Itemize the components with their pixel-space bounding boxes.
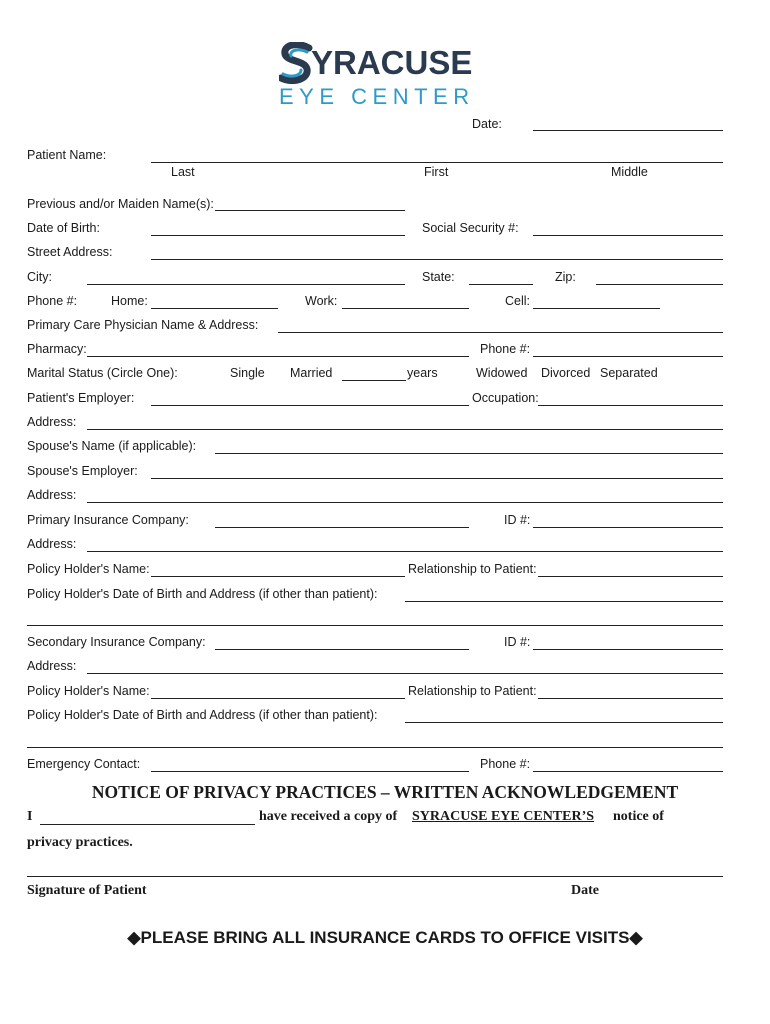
home-label: Home: [111,294,148,308]
pharmacy-phone-label: Phone #: [480,342,531,356]
insurance-cards-reminder: ◆PLEASE BRING ALL INSURANCE CARDS TO OFFICE VISITS◆ [127,928,643,947]
spouse-address-label: Address: [27,488,77,502]
primary-relationship-label: Relationship to Patient: [408,562,537,576]
date-field[interactable] [533,130,723,131]
dob-field[interactable] [151,235,405,236]
street-field[interactable] [151,259,723,260]
acknowledgement-privacy-practices: privacy practices. [27,835,133,850]
marital-married-option[interactable]: Married [290,366,333,380]
acknowledgement-center-name: SYRACUSE EYE CENTER’S [412,809,595,824]
zip-field[interactable] [596,284,723,285]
state-field[interactable] [469,284,533,285]
secondary-holder-name-label: Policy Holder's Name: [27,684,150,698]
cell-phone-field[interactable] [533,308,660,309]
secondary-relationship-label: Relationship to Patient: [408,684,537,698]
cell-label: Cell: [505,294,531,308]
primary-holder-dob-field-2[interactable] [27,625,723,626]
occupation-label: Occupation: [472,391,539,405]
emergency-phone-field[interactable] [533,771,723,772]
secondary-relationship-field[interactable] [538,698,723,699]
middle-name-caption: Middle [611,165,648,179]
primary-id-field[interactable] [533,527,723,528]
employer-label: Patient's Employer: [27,391,135,405]
primary-insurance-address-field[interactable] [87,551,723,552]
marital-divorced-option[interactable]: Divorced [541,366,591,380]
marital-status-label: Marital Status (Circle One): [27,366,178,380]
city-label: City: [27,270,52,284]
years-label: years [407,366,438,380]
zip-label: Zip: [555,270,576,284]
signature-date-label: Date [571,883,599,898]
employer-field[interactable] [151,405,469,406]
dob-label: Date of Birth: [27,221,100,235]
date-label: Date: [472,117,502,131]
logo-wordmark: YRACUSE [311,44,473,81]
primary-holder-name-field[interactable] [151,576,405,577]
previous-names-label: Previous and/or Maiden Name(s): [27,197,214,211]
primary-holder-dob-label: Policy Holder's Date of Birth and Address (if other than patient): [27,587,378,601]
primary-id-label: ID #: [504,513,531,527]
pcp-label: Primary Care Physician Name & Address: [27,318,259,332]
swoosh-s-logo-icon [279,42,313,84]
patient-name-label: Patient Name: [27,148,107,162]
secondary-holder-dob-field[interactable] [405,722,723,723]
secondary-holder-name-field[interactable] [151,698,405,699]
emergency-contact-field[interactable] [151,771,469,772]
primary-insurance-field[interactable] [215,527,469,528]
pharmacy-label: Pharmacy: [27,342,87,356]
last-name-caption: Last [171,165,195,179]
occupation-field[interactable] [538,405,723,406]
primary-relationship-field[interactable] [538,576,723,577]
marital-widowed-option[interactable]: Widowed [476,366,528,380]
home-phone-field[interactable] [151,308,278,309]
acknowledgement-notice-of: notice of [613,809,664,824]
work-label: Work: [305,294,338,308]
secondary-holder-dob-label: Policy Holder's Date of Birth and Address (if other than patient): [27,708,378,722]
emergency-contact-label: Emergency Contact: [27,757,141,771]
employer-address-label: Address: [27,415,77,429]
acknowledgement-name-field[interactable] [40,824,255,825]
marital-single-option[interactable]: Single [230,366,265,380]
secondary-insurance-field[interactable] [215,649,469,650]
primary-insurance-address-label: Address: [27,537,77,551]
state-label: State: [422,270,455,284]
secondary-insurance-label: Secondary Insurance Company: [27,635,206,649]
secondary-insurance-address-label: Address: [27,659,77,673]
patient-name-field[interactable] [151,162,723,163]
acknowledgement-i: I [27,809,33,824]
spouse-employer-field[interactable] [151,478,723,479]
primary-holder-dob-field[interactable] [405,601,723,602]
employer-address-field[interactable] [87,429,723,430]
signature-label: Signature of Patient [27,883,147,898]
spouse-name-label: Spouse's Name (if applicable): [27,439,197,453]
secondary-id-label: ID #: [504,635,531,649]
work-phone-field[interactable] [342,308,469,309]
pharmacy-phone-field[interactable] [533,356,723,357]
pharmacy-field[interactable] [87,356,469,357]
emergency-phone-label: Phone #: [480,757,531,771]
spouse-name-field[interactable] [215,453,723,454]
privacy-notice-title: NOTICE OF PRIVACY PRACTICES – WRITTEN ACKNOWLEDGEMENT [91,782,679,802]
secondary-id-field[interactable] [533,649,723,650]
ssn-label: Social Security #: [422,221,519,235]
marital-separated-option[interactable]: Separated [600,366,658,380]
street-label: Street Address: [27,245,113,259]
ssn-field[interactable] [533,235,723,236]
signature-field[interactable] [27,876,723,877]
acknowledgement-received-text: have received a copy of [259,809,398,824]
primary-insurance-label: Primary Insurance Company: [27,513,189,527]
married-years-field[interactable] [342,380,406,381]
secondary-insurance-address-field[interactable] [87,673,723,674]
spouse-address-field[interactable] [87,502,723,503]
phone-label: Phone #: [27,294,78,308]
previous-names-field[interactable] [215,210,405,211]
primary-holder-name-label: Policy Holder's Name: [27,562,150,576]
logo-subtitle: EYE CENTER [279,84,475,109]
first-name-caption: First [424,165,449,179]
city-field[interactable] [87,284,405,285]
pcp-field[interactable] [278,332,723,333]
secondary-holder-dob-field-2[interactable] [27,747,723,748]
spouse-employer-label: Spouse's Employer: [27,464,138,478]
